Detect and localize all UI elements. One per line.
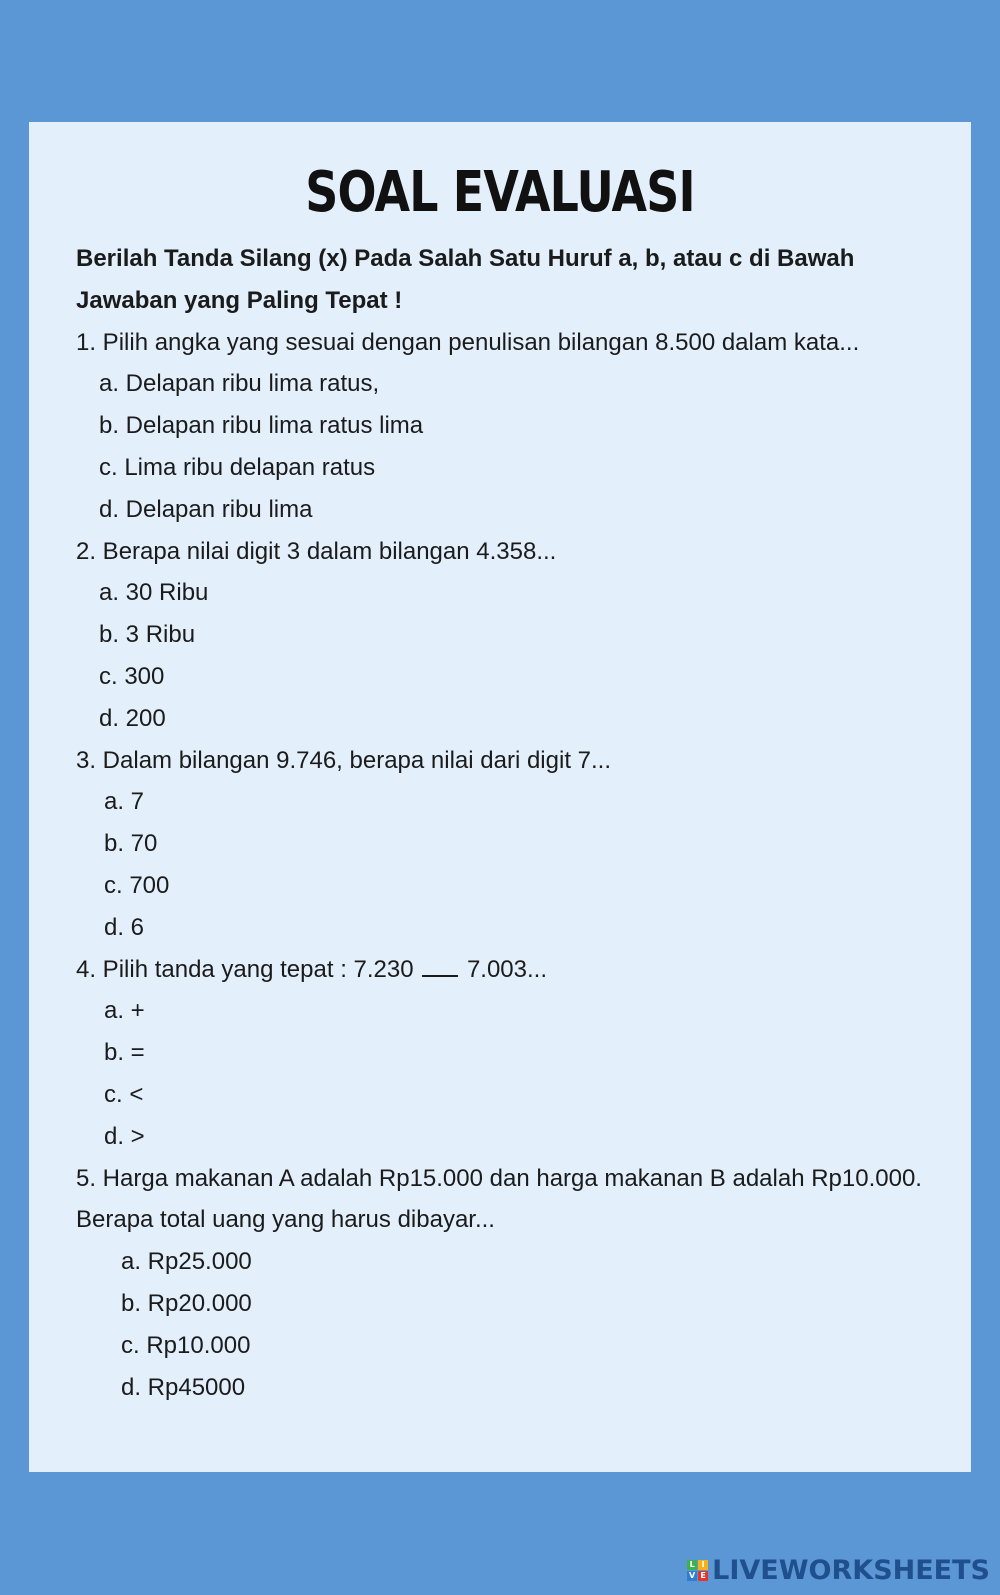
question-2-option-c[interactable]: c. 300 bbox=[99, 662, 165, 690]
question-1-option-c[interactable]: c. Lima ribu delapan ratus bbox=[99, 453, 376, 481]
question-3-option-d[interactable]: d. 6 bbox=[104, 913, 145, 941]
question-1-option-a[interactable]: a. Delapan ribu lima ratus, bbox=[99, 370, 380, 398]
question-5-option-a[interactable]: a. Rp25.000 bbox=[121, 1248, 252, 1276]
instruction: Berilah Tanda Silang (x) Pada Salah Satu Huruf a, b, atau c di Bawah Jawaban yang Paling Tepat ! bbox=[76, 245, 855, 314]
question-3: 3. Dalam bilangan 9.746, berapa nilai dari digit 7... bbox=[76, 746, 612, 774]
question-5: 5. Harga makanan A adalah Rp15.000 dan harga makanan B adalah Rp10.000. Berapa total uang yang harus dibayar... bbox=[76, 1164, 922, 1234]
question-4-text-after: 7.003... bbox=[466, 955, 547, 983]
question-3-option-a[interactable]: a. 7 bbox=[104, 788, 145, 816]
question-4 bbox=[76, 949, 936, 991]
question-4-text-before: 4. Pilih tanda yang tepat : 7.230 bbox=[76, 955, 414, 983]
question-1-option-d[interactable]: d. Delapan ribu lima bbox=[99, 495, 313, 523]
worksheet-content bbox=[76, 238, 936, 1408]
logo-text: LIVEWORKSHEETS bbox=[712, 1555, 990, 1586]
question-2-option-b[interactable]: b. 3 Ribu bbox=[99, 621, 196, 649]
question-1: 1. Pilih angka yang sesuai dengan penulisan bilangan 8.500 dalam kata... bbox=[76, 328, 860, 356]
question-1-option-b[interactable]: b. Delapan ribu lima ratus lima bbox=[99, 412, 424, 440]
question-4-option-a[interactable]: a. + bbox=[104, 997, 145, 1025]
question-3-option-b[interactable]: b. 70 bbox=[104, 830, 158, 858]
question-2: 2. Berapa nilai digit 3 dalam bilangan 4.358... bbox=[76, 537, 557, 565]
liveworksheets-logo[interactable] bbox=[687, 1555, 990, 1586]
question-3-option-c[interactable]: c. 700 bbox=[104, 871, 170, 899]
question-5-option-b[interactable]: b. Rp20.000 bbox=[121, 1289, 252, 1317]
question-5-option-d[interactable]: d. Rp45000 bbox=[121, 1373, 246, 1401]
question-2-option-d[interactable]: d. 200 bbox=[99, 704, 166, 732]
question-5-option-c[interactable]: c. Rp10.000 bbox=[121, 1331, 251, 1359]
worksheet-card bbox=[29, 122, 971, 1472]
question-4-option-d[interactable]: d. > bbox=[104, 1122, 145, 1150]
page-title: SOAL EVALUASI bbox=[305, 160, 695, 225]
answer-blank bbox=[422, 957, 458, 977]
question-4-option-b[interactable]: b. = bbox=[104, 1039, 145, 1067]
question-2-option-a[interactable]: a. 30 Ribu bbox=[99, 579, 209, 607]
question-4-option-c[interactable]: c. < bbox=[104, 1080, 144, 1108]
logo-mark-icon: L I V E bbox=[687, 1560, 708, 1581]
